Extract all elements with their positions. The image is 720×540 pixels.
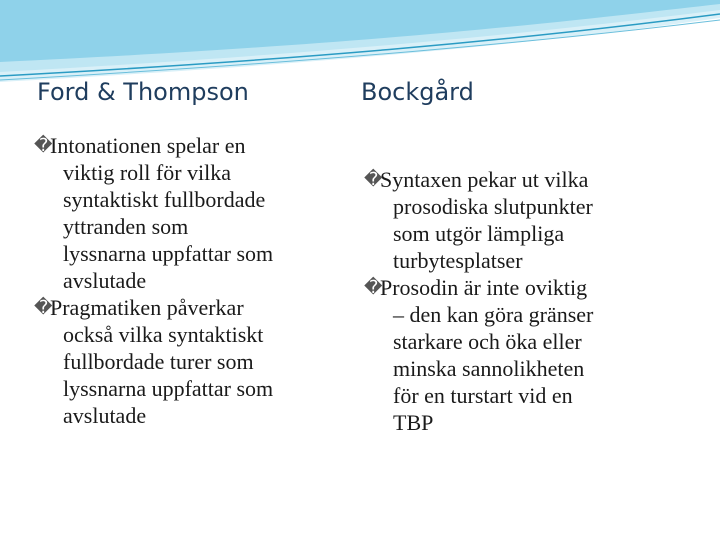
- bullet-text: Syntaxen pekar ut vilka prosodiska slutpunkter som utgör lämpliga turbytesplatser: [380, 167, 593, 273]
- list-item: [34, 132, 364, 294]
- heading-ford-thompson: Ford & Thompson: [37, 78, 249, 106]
- bullet-text: Intonationen spelar en viktig roll för vilka syntaktiskt fullbordade yttranden som lyssnarna uppfattar som avslutade: [50, 133, 274, 293]
- list-item: [364, 166, 694, 274]
- bullet-marker-icon: �: [364, 169, 383, 190]
- bullet-marker-icon: �: [34, 135, 53, 156]
- bullet-text: Prosodin är inte oviktig – den kan göra gränser starkare och öka eller minska sannolikheten för en turstart vid en TBP: [380, 275, 594, 435]
- left-column: [34, 132, 364, 429]
- bullet-marker-icon: �: [364, 277, 383, 298]
- right-column: [364, 166, 694, 436]
- list-item: [34, 294, 364, 429]
- bullet-text: Pragmatiken påverkar också vilka syntaktiskt fullbordade turer som lyssnarna uppfattar som avslutade: [50, 295, 274, 428]
- bullet-marker-icon: �: [34, 297, 53, 318]
- heading-bockgard: Bockgård: [361, 78, 474, 106]
- list-item: [364, 274, 694, 436]
- header-wave-decoration: [0, 0, 720, 90]
